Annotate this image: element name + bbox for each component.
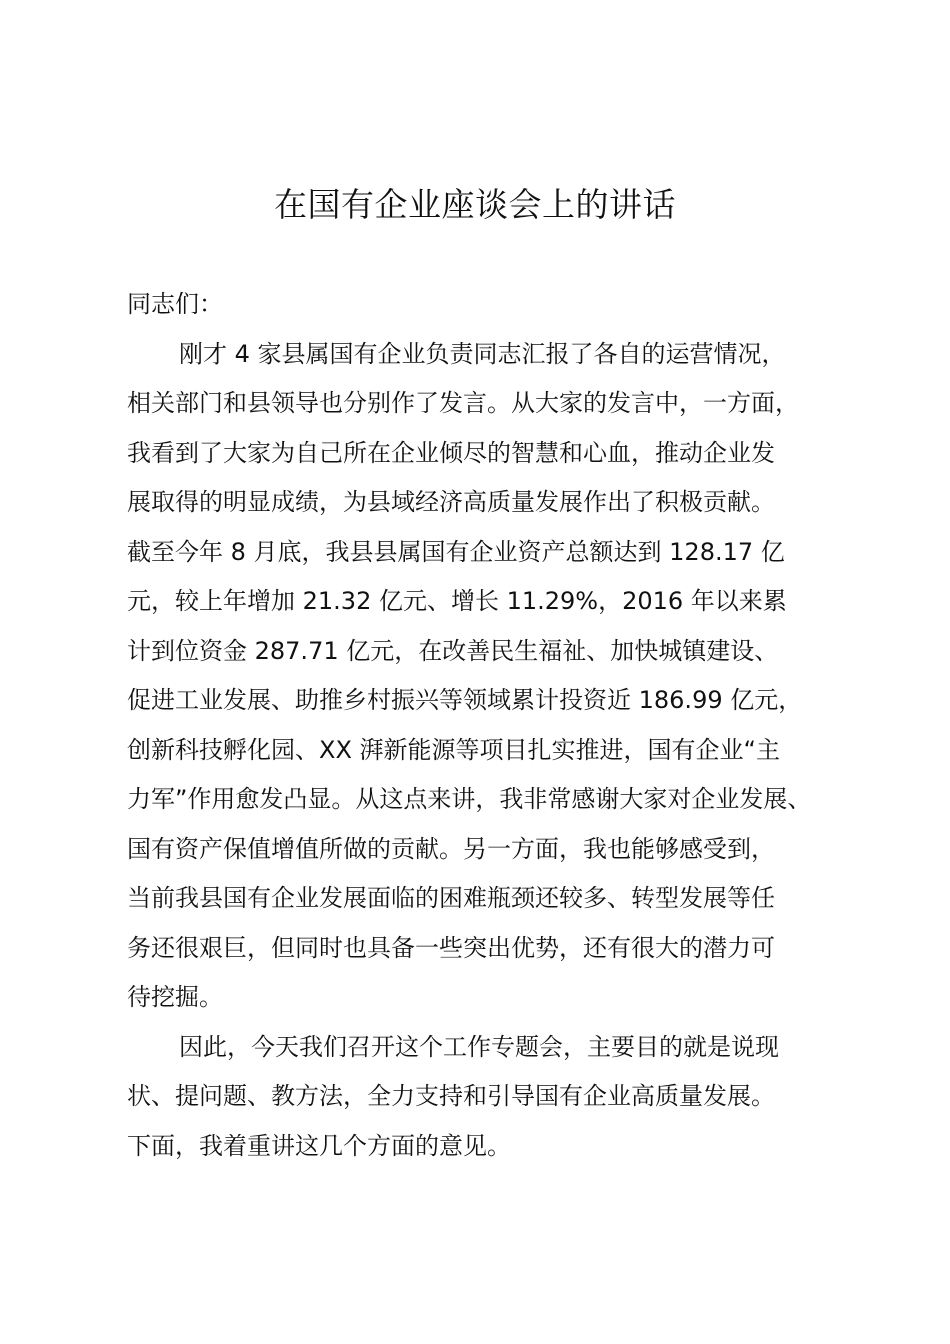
document-title: 在国有企业座谈会上的讲话 [274, 185, 676, 224]
paragraph-line: 计到位资金 287.71 亿元，在改善民生福祉、加快城镇建设、 [127, 636, 779, 665]
paragraph-line: 元，较上年增加 21.32 亿元、增长 11.29%，2016 年以来累 [127, 587, 787, 615]
salutation: 同志们： [127, 290, 223, 318]
document-body [127, 280, 867, 1171]
paragraph-line: 当前我县国有企业发展面临的困难瓶颈还较多、转型发展等任 [127, 884, 775, 912]
paragraph-line: 力军”作用愈发凸显。从这点来讲，我非常感谢大家对企业发展、 [127, 785, 812, 813]
paragraph-line: 刚才 4 家县属国有企业负责同志汇报了各自的运营情况， [179, 339, 786, 368]
paragraph-line: 国有资产保值增值所做的贡献。另一方面，我也能够感受到， [127, 834, 775, 863]
paragraph-line: 我看到了大家为自己所在企业倾尽的智慧和心血，推动企业发 [127, 438, 775, 467]
paragraph-line: 促进工业发展、助推乡村振兴等领域累计投资近 186.99 亿元， [127, 686, 803, 714]
paragraph-line: 状、提问题、教方法，全力支持和引导国有企业高质量发展。 [127, 1082, 775, 1110]
paragraph-line: 因此，今天我们召开这个工作专题会，主要目的就是说现 [179, 1032, 779, 1061]
paragraph-line: 务还很艰巨，但同时也具备一些突出优势，还有很大的潜力可 [127, 933, 775, 962]
paragraph-2 [127, 1023, 867, 1172]
paragraph-line: 相关部门和县领导也分别作了发言。从大家的发言中，一方面， [127, 389, 799, 417]
paragraph-line: 下面，我着重讲这几个方面的意见。 [127, 1131, 511, 1160]
paragraph-line: 展取得的明显成绩，为县域经济高质量发展作出了积极贡献。 [127, 488, 775, 516]
paragraph-1 [127, 330, 867, 1023]
paragraph-line: 截至今年 8 月底，我县县属国有企业资产总额达到 128.17 亿 [127, 537, 785, 566]
paragraph-line: 创新科技孵化园、XX 湃新能源等项目扎实推进，国有企业“主 [127, 735, 780, 764]
paragraph-line: 待挖掘。 [127, 983, 223, 1011]
